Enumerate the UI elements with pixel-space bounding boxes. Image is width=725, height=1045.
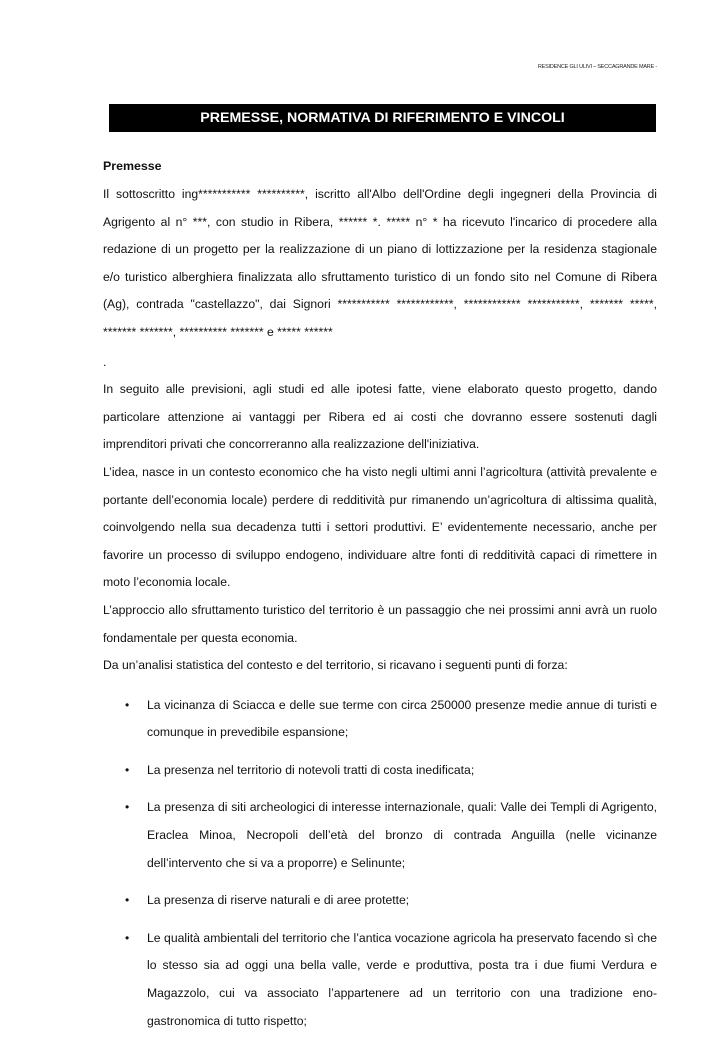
list-item [103, 692, 657, 747]
paragraph-approach: L’approccio allo sfruttamento turistico del territorio è un passaggio che nei prossimi anni avrà un ruolo fondamentale per questa economia. [103, 602, 657, 645]
list-item-text: La presenza di siti archeologici di interesse internazionale, quali: Valle dei Templi di Agrigento, Eraclea Minoa, Necropoli dell’età del bronzo di contrada Anguilla (nelle vicinanze dell’intervento che si va a proporre) e Selinunte; [147, 800, 657, 870]
section-title: PREMESSE, NORMATIVA DI RIFERIMENTO E VINCOLI [200, 110, 565, 126]
list-item-text: Le qualità ambientali del territorio che l’antica vocazione agricola ha preservato facendo sì che lo stesso sia ad oggi una bella valle, verde e produttiva, posta tra i due fiumi Verdura e Magazzolo, cui va associato l’appartenere ad un territorio con una tradizione eno-gastronomica di tutto rispetto; [147, 930, 657, 1028]
bullet-icon: • [125, 930, 130, 945]
running-header: RESIDENCE GLI ULIVI – SECCAGRANDE MARE - [537, 64, 657, 70]
list-item-text: La presenza nel territorio di notevoli tratti di costa inedificata; [147, 762, 475, 777]
paragraph-intro: Il sottoscritto ing*********** **********, iscritto all'Albo dell'Ordine degli ingegneri della Provincia di Agrigento al n° ***, con studio in Ribera, ****** *. ***** n° * ha ricevuto l'incarico di procedere alla redazione di un progetto per la realizzazione di un piano di lottizzazione per la residenza stagionale e/o turistico alberghiera finalizzata allo sfruttamento turistico di un fondo sito nel Comune di Ribera (Ag), contrada "castellazzo", dai Signori *********** ************, ************ ***********, ******* *****, ******* *******, ********** ******* e ***** ****** [103, 187, 657, 339]
bullet-icon: • [125, 697, 130, 712]
paragraph-dot: . [103, 354, 107, 369]
list-item [103, 794, 657, 877]
paragraph-analysis: Da un’analisi statistica del contesto e del territorio, si ricavano i seguenti punti di forza: [103, 658, 568, 673]
list-item [103, 887, 657, 915]
bullet-icon: • [125, 893, 130, 908]
list-item-text: La vicinanza di Sciacca e delle sue terme con circa 250000 presenze medie annue di turisti e comunque in prevedibile espansione; [147, 697, 657, 740]
subheading: Premesse [103, 159, 162, 173]
list-item [103, 925, 657, 1035]
strengths-list [103, 692, 657, 1036]
paragraph-idea: L’idea, nasce in un contesto economico che ha visto negli ultimi anni l’agricoltura (attività prevalente e portante dell’economia locale) perdere di redditività pur rimanendo un’agricoltura di altissima qualità, coinvolgendo nella sua decadenza tutti i settori produttivi. E’ evidentemente necessario, anche per favorire un processo di sviluppo endogeno, individuare altre fonti di redditività capaci di rimettere in moto l’economia locale. [103, 464, 657, 590]
list-item [103, 757, 657, 785]
section-title-banner [109, 104, 656, 132]
bullet-icon: • [125, 800, 130, 815]
paragraph-project: In seguito alle previsioni, agli studi ed alle ipotesi fatte, viene elaborato questo progetto, dando particolare attenzione ai vantaggi per Ribera ed ai costi che dovranno essere sostenuti dagli imprenditori privati che concorreranno alla realizzazione dell'iniziativa. [103, 382, 657, 452]
list-item-text: La presenza di riserve naturali e di aree protette; [147, 893, 410, 908]
bullet-icon: • [125, 762, 130, 777]
document-body [103, 152, 657, 1045]
